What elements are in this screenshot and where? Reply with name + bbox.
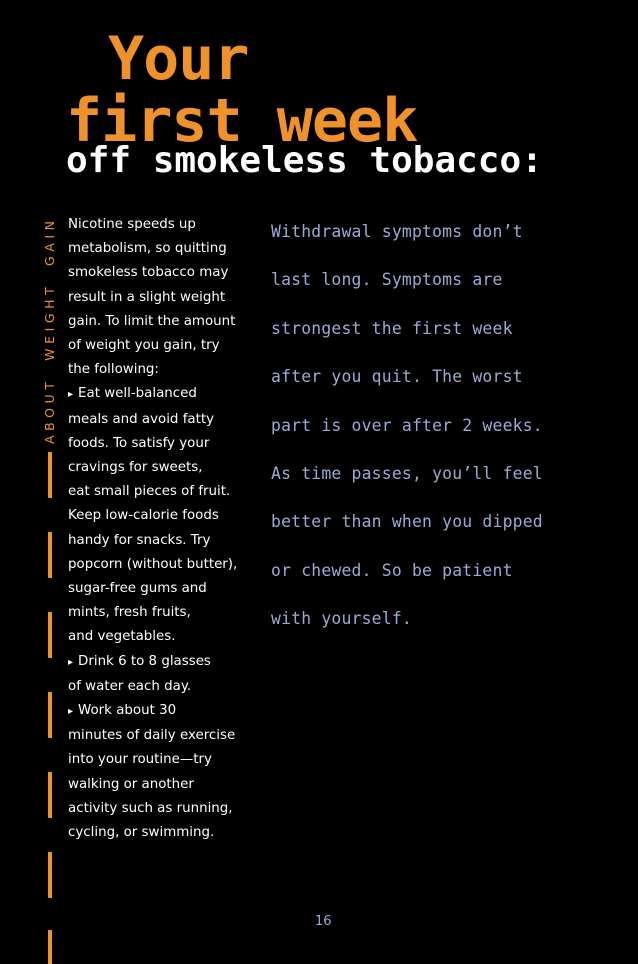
body-line: Keep low-calorie foods — [68, 508, 219, 524]
subtitle: off smokeless tobacco: — [66, 140, 543, 181]
side-label-word-3: GAIN — [42, 216, 57, 267]
callout-line: As time passes, you’ll feel — [271, 464, 543, 484]
body-line: walking or another — [68, 776, 194, 792]
callout-line: better than when you dipped — [271, 512, 543, 532]
withdrawal-callout — [271, 208, 621, 644]
body-line: popcorn (without butter), — [68, 556, 238, 572]
dash — [48, 452, 52, 498]
side-label-word-1: ABOUT — [42, 377, 57, 444]
side-label-about-weight-gain — [42, 216, 57, 444]
side-label-word-2: WEIGHT — [42, 282, 57, 361]
callout-line: after you quit. The worst — [271, 367, 523, 387]
dash — [48, 532, 52, 578]
dash — [48, 772, 52, 818]
page-number: 16 — [315, 914, 332, 929]
bullet-triangle-icon: ▸ — [68, 389, 74, 401]
body-line: of water each day. — [68, 678, 192, 694]
body-line: result in a slight weight — [68, 289, 226, 305]
callout-line: with yourself. — [271, 609, 412, 629]
bullet-item — [68, 699, 246, 724]
bullet-triangle-icon: ▸ — [68, 656, 74, 668]
bullet-text: Eat well-balanced — [78, 386, 197, 402]
bullet-item — [68, 650, 246, 675]
callout-line: part is over after 2 weeks. — [271, 415, 543, 435]
body-line: of weight you gain, try — [68, 338, 220, 354]
dash — [48, 612, 52, 658]
body-line: activity such as running, — [68, 800, 233, 816]
body-line: Nicotine speeds up — [68, 217, 196, 232]
body-line: gain. To limit the amount — [68, 313, 236, 329]
dash — [48, 692, 52, 738]
bullet-item — [68, 382, 246, 407]
dash — [48, 930, 52, 964]
body-line: foods. To satisfy your — [68, 435, 210, 451]
bullet-text: Work about 30 — [78, 703, 177, 719]
callout-line: or chewed. So be patient — [271, 560, 513, 580]
dash — [48, 852, 52, 898]
body-line: metabolism, so quitting — [68, 241, 227, 257]
body-line: sugar-free gums and — [68, 581, 207, 597]
body-line: mints, fresh fruits, — [68, 605, 191, 621]
title-line-1: Your — [108, 24, 249, 94]
title-line-2: first week — [66, 86, 418, 156]
callout-line: last long. Symptoms are — [271, 270, 503, 290]
weight-gain-tips — [68, 213, 246, 845]
body-line: and vegetables. — [68, 629, 176, 645]
body-line: into your routine—try — [68, 752, 212, 768]
callout-line: Withdrawal symptoms don’t — [271, 222, 523, 241]
body-line: smokeless tobacco may — [68, 265, 229, 281]
body-line: minutes of daily exercise — [68, 728, 236, 744]
body-line: eat small pieces of fruit. — [68, 484, 231, 500]
body-line: handy for snacks. Try — [68, 532, 211, 548]
body-line: cycling, or swimming. — [68, 825, 215, 841]
body-line: cravings for sweets, — [68, 460, 203, 476]
bullet-text: Drink 6 to 8 glasses — [78, 653, 211, 669]
bullet-triangle-icon: ▸ — [68, 706, 74, 718]
callout-line: strongest the first week — [271, 318, 513, 338]
body-line: the following: — [68, 362, 159, 378]
body-line: meals and avoid fatty — [68, 411, 215, 427]
